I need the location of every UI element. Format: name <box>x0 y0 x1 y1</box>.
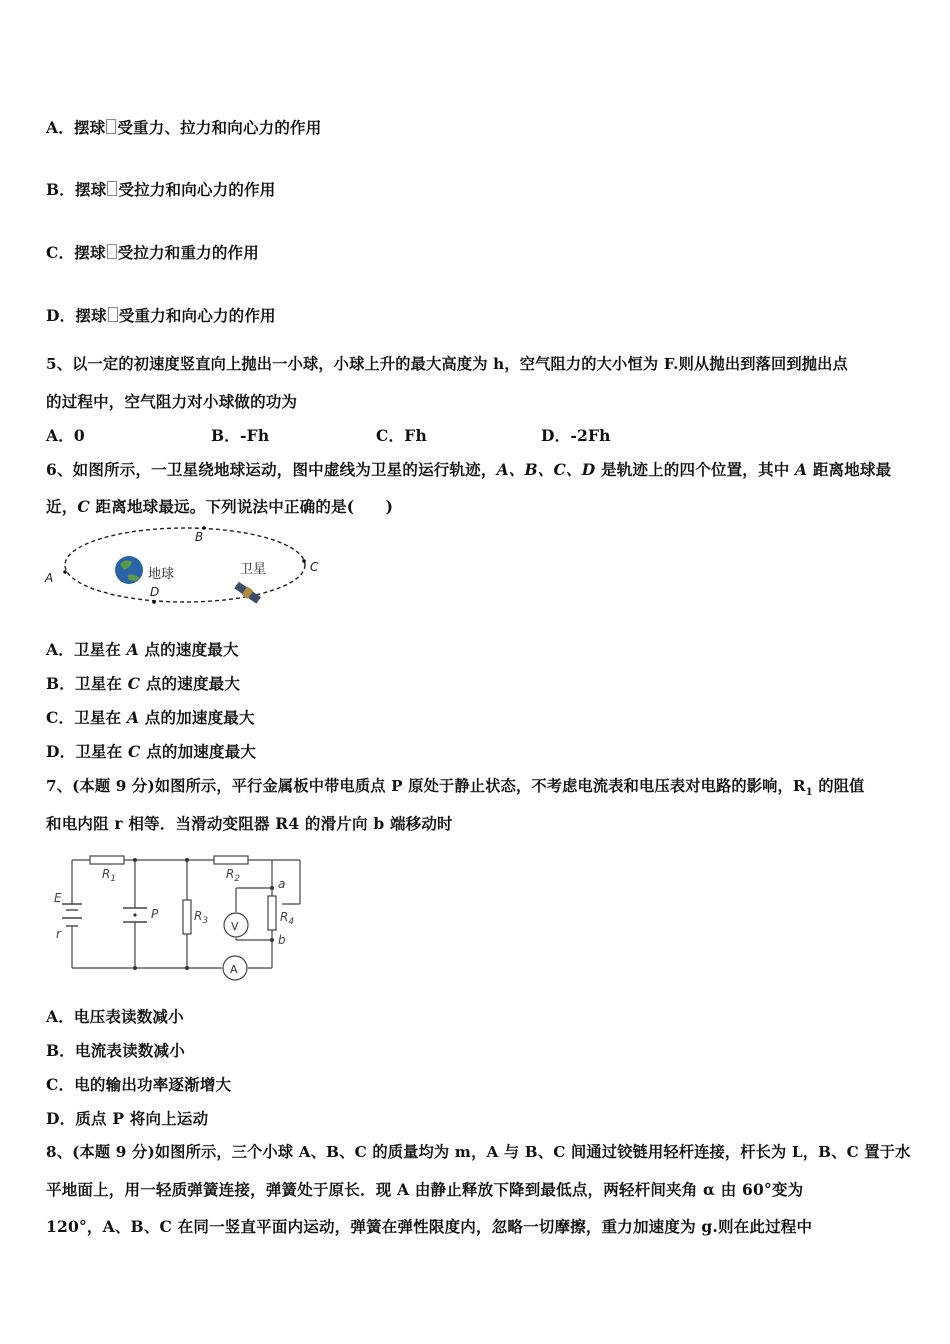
q8-stem-line1: 8、(本题 9 分)如图所示，三个小球 A、B、C 的质量均为 m，A 与 B、C 间通过铰链用轻杆连接，杆长为 L，B、C 置于水 <box>46 1143 911 1161</box>
battery-e-label: E <box>54 891 62 905</box>
q8-stem-line3: 120°，A、B、C 在同一竖直平面内运动，弹簧在弹性限度内，忽略一切摩擦，重力加速度为 g.则在此过程中 <box>46 1217 813 1236</box>
q4-option-c: C．摆球 受拉力和重力的作用 <box>46 243 259 262</box>
r4-label: $R_4$ <box>280 910 295 927</box>
ammeter-label: A <box>230 963 238 976</box>
q5-options <box>46 424 611 446</box>
point-a-label: A <box>45 571 54 585</box>
r1-label: $R_1$ <box>102 867 117 884</box>
point-d-label: D <box>150 585 160 599</box>
resistor-r3 <box>183 900 191 934</box>
missing-glyph-box <box>107 181 117 196</box>
q5-stem-line1: 5、以一定的初速度竖直向上抛出一小球，小球上升的最大高度为 h，空气阻力的大小恒为 F.则从抛出到落回到抛出点 <box>46 355 848 373</box>
q6-option-d: D．卫星在 C 点的加速度最大 <box>46 742 257 761</box>
q4-option-a: A．摆球 受重力、拉力和向心力的作用 <box>46 118 322 137</box>
q6-option-c: C．卫星在 A 点的加速度最大 <box>46 708 255 727</box>
satellite-orbit-figure <box>40 520 330 615</box>
q4-option-b: B．摆球 受拉力和向心力的作用 <box>46 180 276 199</box>
resistor-r2 <box>214 856 248 864</box>
orbit-path <box>65 528 305 602</box>
q5-option-a: A．0 <box>46 426 85 445</box>
satellite-label: 卫星 <box>240 562 267 577</box>
q7-option-c: C．电的输出功率逐渐增大 <box>46 1075 232 1094</box>
missing-glyph-box <box>107 244 117 259</box>
missing-glyph-box <box>106 119 116 134</box>
terminal-b-label: b <box>278 933 286 947</box>
q7-option-b: B．电流表读数减小 <box>46 1041 185 1060</box>
point-c-label: C <box>310 560 319 574</box>
point-b-label: B <box>195 530 204 544</box>
q7-stem-line1: 7、(本题 9 分)如图所示，平行金属板中带电质点 P 原处于静止状态，不考虑电流表和电压表对电路的影响，$R_1$ 的阻值 <box>46 777 865 799</box>
q6-option-b: B．卫星在 C 点的速度最大 <box>46 674 241 693</box>
q5-option-d: D．-2Fh <box>541 426 611 445</box>
q7-option-a: A．电压表读数减小 <box>46 1007 184 1026</box>
q5-stem-line2: 的过程中，空气阻力对小球做的功为 <box>46 392 298 411</box>
q7-option-d: D．质点 P 将向上运动 <box>46 1109 209 1128</box>
battery-symbol <box>62 904 82 926</box>
resistor-r4 <box>268 896 276 930</box>
q6-option-a: A．卫星在 A 点的速度最大 <box>46 640 239 659</box>
voltmeter-label: V <box>231 920 239 933</box>
q7-stem-line2: 和电内阻 r 相等．当滑动变阻器 R4 的滑片向 b 端移动时 <box>46 814 453 833</box>
terminal-a-label: a <box>278 877 286 891</box>
earth-label: 地球 <box>148 567 175 582</box>
missing-glyph-box <box>108 307 118 322</box>
q5-option-c: C．Fh <box>376 426 427 445</box>
q5-option-b: B．-Fh <box>211 426 270 445</box>
r3-label: $R_3$ <box>194 909 209 926</box>
earth-icon <box>115 556 143 584</box>
resistor-r1 <box>90 856 124 864</box>
q4-option-d: D．摆球 受重力和向心力的作用 <box>46 306 276 325</box>
battery-r-label: r <box>56 927 61 941</box>
particle-p-label: P <box>151 907 159 921</box>
q8-stem-line2: 平地面上，用一轻质弹簧连接，弹簧处于原长．现 A 由静止释放下降到最低点，两轻杆间夹角 α 由 60°变为 <box>46 1180 804 1199</box>
r2-label: $R_2$ <box>226 867 241 884</box>
satellite-icon <box>234 581 262 605</box>
q6-stem-line2: 近，C 距离地球最远。下列说法中正确的是( ) <box>46 497 394 516</box>
q6-stem-line1: 6、如图所示，一卫星绕地球运动，图中虚线为卫星的运行轨迹，A、B、C、D 是轨迹上的四个位置，其中 A 距离地球最 <box>46 460 892 479</box>
circuit-figure <box>50 848 320 988</box>
